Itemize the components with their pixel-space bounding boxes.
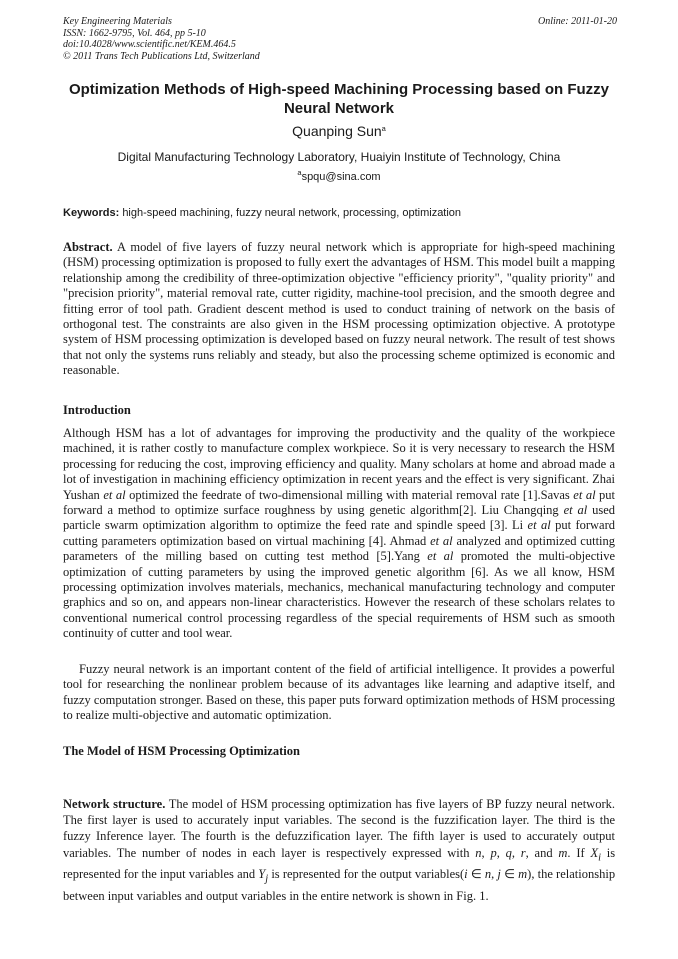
author (63, 122, 615, 140)
keywords-label: Keywords: (63, 207, 120, 219)
network-structure-label: Network structure. (63, 797, 166, 811)
input-variable-symbol: $X_i$ (590, 845, 601, 864)
network-structure-paragraph: Network structure. The model of HSM processing optimization has five layers of BP fuzzy neural network. The first layer is used to accurately input variables. The second is the fuzzification layer. The third is the fuzzy Inference layer. The fourth is the defuzzification layer. The fifth layer is used to accurately output variables. The number of nodes in each layer is respectively expressed with n, p, q, r, and m. If $X_i$ is represented for the input variables and $Y_j$ is represented for the output variables(i ∈ n, j ∈ m), the relationship between input variables and output variables in the entire network is shown in Fig. 1. (63, 797, 616, 904)
introduction-paragraph-1: Although HSM has a lot of advantages for improving the productivity and the quality of the workpiece machined, it is rather costly to manufacture complex workpiece. So it is very necessary to research the HSM processing for reducing the cost, improving efficiency and quality. Many scholars at home and abroad made a lot of investigation in machining efficiency optimization in recent years and the effect is very significant. Zhai Yushan et al optimized the feedrate of two-dimensional milling with material removal rate [1].Savas et al put forward a method to optimize surface roughness by using genetic algorithm[2]. Liu Changqing et al used particle swarm optimization algorithm to optimize the feed rate and spindle speed [3]. Li et al put forward cutting parameters optimization based on virtual machining [4]. Ahmad et al analyzed and optimized cutting parameters of the milling based on cutting test method [5].Yang et al promoted the multi-objective optimization of cutting parameters by using the improved genetic algorithm [6]. As we all know, HSM processing optimization involves materials, mechanics, mechanical manufacturing technology and computer graphics and so on, and appears non-linear characteristics. However the research of these scholars relates to conventional numerical control processing regardless of the special requirements of HSM such as smooth continuity of cutter and tool wear. (63, 426, 616, 641)
author-name: Quanping Sun (292, 123, 382, 139)
abstract-text: A model of five layers of fuzzy neural network which is appropriate for high-speed machining (HSM) processing optimization is proposed to fully exert the advantages of HSM. This model built a mapping relationship among the credibility of three-optimization objective "efficiency priority", "quality priority" and "precision priority", material removal rate, cutter rigidity, machine-tool precision, and the smooth degree and fitting error of tool path. Gradient descent method is used to conduct training of network on the basis of orthogonal test. The constraints are also given in the HSM processing optimization objective. A prototype system of HSM processing optimization is developed based on fuzzy neural network. The result of test shows that not only the systems runs reliably and steady, but also the processing scheme optimized is economic and reasonable. (63, 240, 616, 378)
author-email (63, 170, 615, 184)
email-superscript: a (297, 168, 302, 177)
introduction-paragraph-2: Fuzzy neural network is an important content of the field of artificial intelligence. It provides a powerful tool for researching the nonlinear problem because of its advantages like learning and adaptive itself, and fuzzy computation stronger. Based on these, this paper puts forward optimization methods of HSM processing to realize multi-objective and automatic optimization. (63, 662, 615, 723)
introduction-heading: Introduction (63, 403, 131, 417)
email-address: spqu@sina.com (301, 171, 381, 183)
abstract-label: Abstract. (63, 240, 113, 254)
copyright-line: © 2011 Trans Tech Publications Ltd, Switzerland (63, 50, 260, 62)
journal-header (63, 16, 617, 62)
keywords (63, 206, 615, 220)
author-superscript: a (381, 124, 386, 133)
paper-title: Optimization Methods of High-speed Machining Processing based on Fuzzy Neural Network (68, 81, 610, 117)
affiliation: Digital Manufacturing Technology Laboratory, Huaiyin Institute of Technology, China (117, 150, 561, 164)
abstract (63, 240, 615, 379)
journal-name: Key Engineering Materials (63, 16, 172, 27)
model-section-heading: The Model of HSM Processing Optimization (63, 744, 300, 758)
issn-line: ISSN: 1662-9795, Vol. 464, pp 5-10 (63, 27, 206, 39)
doi-line: doi:10.4028/www.scientific.net/KEM.464.5 (63, 39, 236, 51)
online-date: Online: 2011-01-20 (538, 16, 617, 27)
keywords-text: high-speed machining, fuzzy neural network, processing, optimization (122, 207, 462, 219)
output-variable-symbol: $Y_j$ (258, 867, 269, 885)
